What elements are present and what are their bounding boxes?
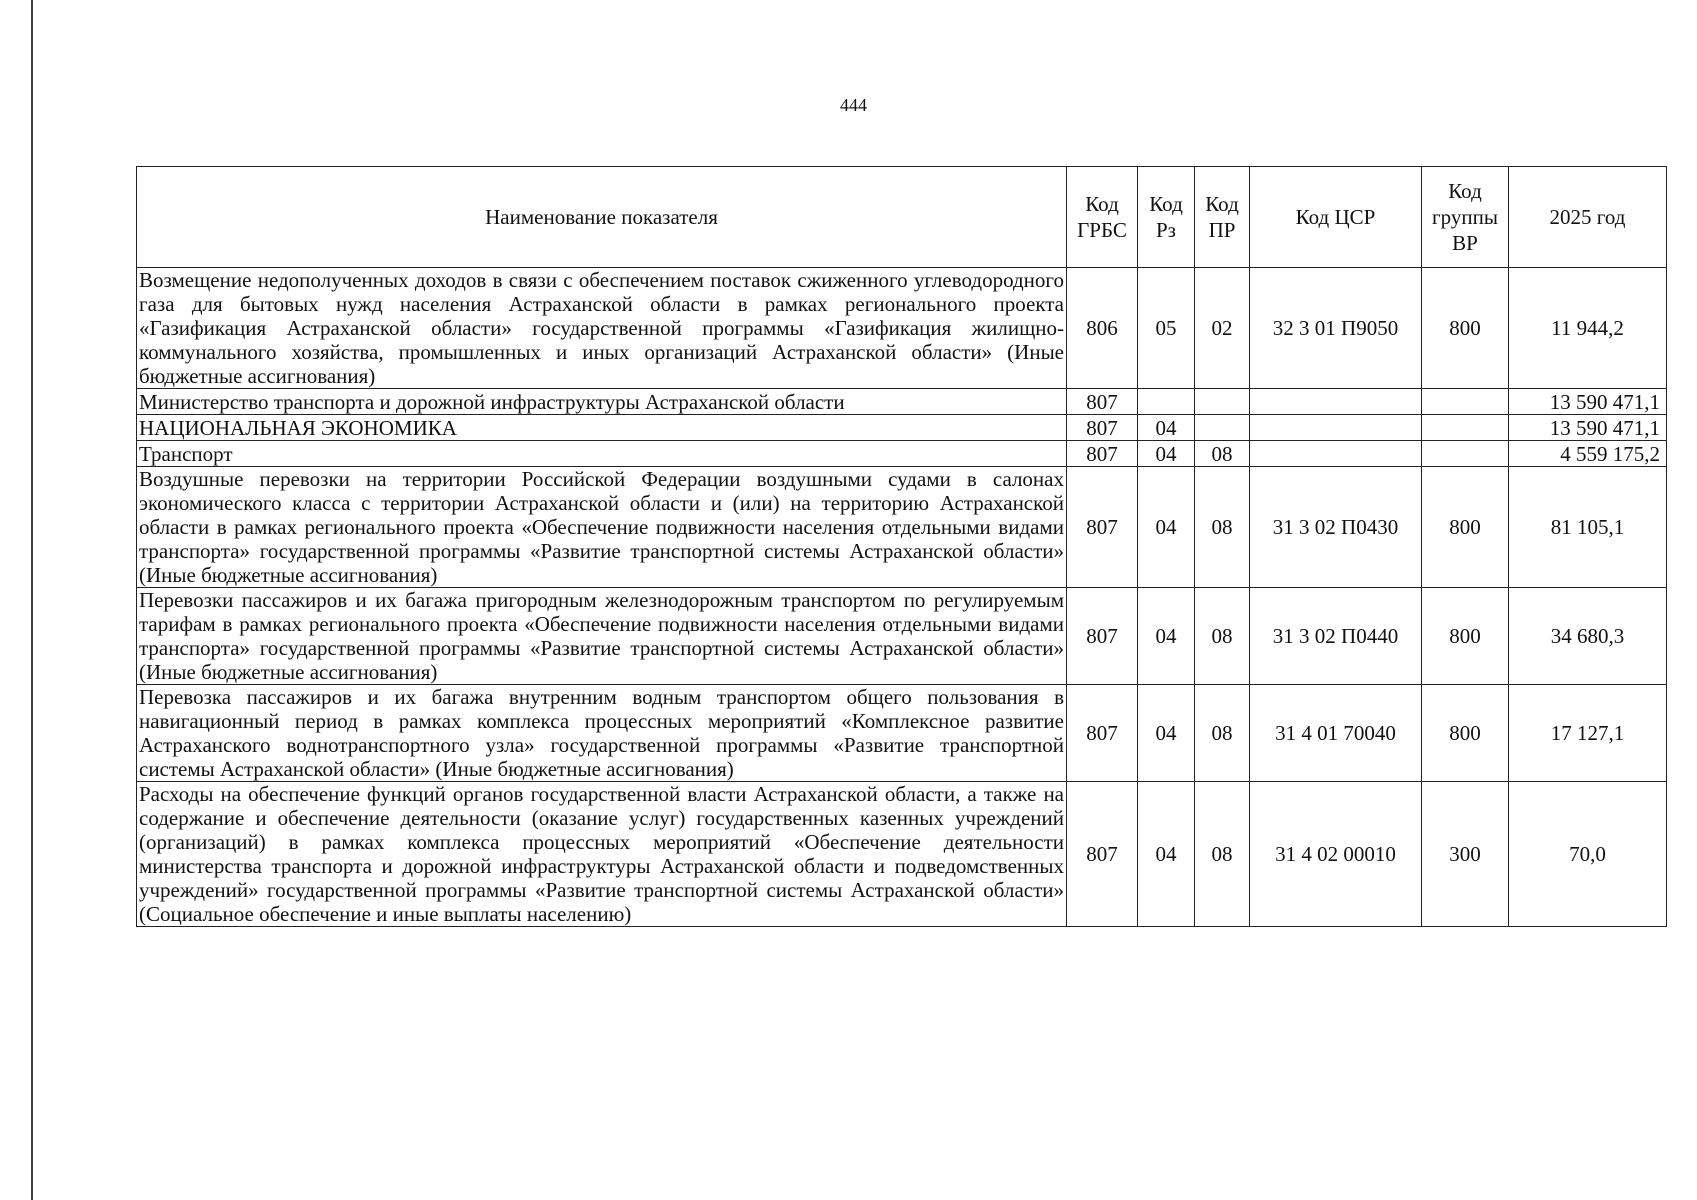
row-rz: 04 xyxy=(1138,588,1195,685)
row-vr xyxy=(1422,441,1509,467)
row-name: Расходы на обеспечение функций органов государственной власти Астраханской области, а также на содержание и обеспечение деятельности (оказание услуг) государственных казенных учреждений (организаций) в рамках комплекса процессных мероприятий «Обеспечение деятельности министерства транспорта и дорожной инфраструктуры Астраханской области и подведомственных учреждений» государственной программы «Развитие транспортной системы Астраханской области» (Социальное обеспечение и иные выплаты населению) xyxy=(137,782,1067,927)
row-grbs: 806 xyxy=(1067,268,1138,389)
row-name: Министерство транспорта и дорожной инфраструктуры Астраханской области xyxy=(137,389,1067,415)
row-csr: 31 3 02 П0440 xyxy=(1250,588,1422,685)
table-row xyxy=(137,782,1667,927)
row-rz: 04 xyxy=(1138,685,1195,782)
row-amount: 81 105,1 xyxy=(1509,467,1667,588)
row-amount: 11 944,2 xyxy=(1509,268,1667,389)
header-csr: Код ЦСР xyxy=(1250,167,1422,268)
row-vr: 800 xyxy=(1422,588,1509,685)
row-name: НАЦИОНАЛЬНАЯ ЭКОНОМИКА xyxy=(137,415,1067,441)
row-pr: 08 xyxy=(1195,685,1250,782)
row-amount: 70,0 xyxy=(1509,782,1667,927)
row-csr: 32 3 01 П9050 xyxy=(1250,268,1422,389)
row-amount: 13 590 471,1 xyxy=(1509,415,1667,441)
row-pr: 08 xyxy=(1195,467,1250,588)
header-grbs: Код ГРБС xyxy=(1067,167,1138,268)
row-vr xyxy=(1422,415,1509,441)
table-header-row xyxy=(137,167,1667,268)
row-pr: 02 xyxy=(1195,268,1250,389)
binding-margin-line xyxy=(31,0,33,1200)
row-csr: 31 4 02 00010 xyxy=(1250,782,1422,927)
row-pr xyxy=(1195,389,1250,415)
header-name: Наименование показателя xyxy=(137,167,1067,268)
row-csr xyxy=(1250,415,1422,441)
row-grbs: 807 xyxy=(1067,588,1138,685)
header-pr: Код ПР xyxy=(1195,167,1250,268)
table-row xyxy=(137,441,1667,467)
table-row xyxy=(137,415,1667,441)
row-rz: 05 xyxy=(1138,268,1195,389)
table-row xyxy=(137,588,1667,685)
row-vr: 800 xyxy=(1422,268,1509,389)
row-vr xyxy=(1422,389,1509,415)
table-row xyxy=(137,467,1667,588)
row-grbs: 807 xyxy=(1067,685,1138,782)
row-csr xyxy=(1250,441,1422,467)
row-name: Транспорт xyxy=(137,441,1067,467)
row-name: Перевозки пассажиров и их багажа пригородным железнодорожным транспортом по регулируемым тарифам в рамках регионального проекта «Обеспечение подвижности населения отдельными видами транспорта» государственной программы «Развитие транспортной системы Астраханской области» (Иные бюджетные ассигнования) xyxy=(137,588,1067,685)
row-amount: 13 590 471,1 xyxy=(1509,389,1667,415)
row-csr xyxy=(1250,389,1422,415)
header-vr: Код группы ВР xyxy=(1422,167,1509,268)
row-name: Воздушные перевозки на территории Российской Федерации воздушными судами в салонах экономического класса с территории Астраханской области и (или) на территорию Астраханской области в рамках регионального проекта «Обеспечение подвижности населения отдельными видами транспорта» государственной программы «Развитие транспортной системы Астраханской области» (Иные бюджетные ассигнования) xyxy=(137,467,1067,588)
row-pr: 08 xyxy=(1195,588,1250,685)
header-rz: Код Рз xyxy=(1138,167,1195,268)
row-grbs: 807 xyxy=(1067,441,1138,467)
row-name: Перевозка пассажиров и их багажа внутренним водным транспортом общего пользования в навигационный период в рамках комплекса процессных мероприятий «Комплексное развитие Астраханского воднотранспортного узла» государственной программы «Развитие транспортной системы Астраханской области» (Иные бюджетные ассигнования) xyxy=(137,685,1067,782)
row-grbs: 807 xyxy=(1067,389,1138,415)
table-row xyxy=(137,685,1667,782)
row-pr: 08 xyxy=(1195,782,1250,927)
row-rz: 04 xyxy=(1138,467,1195,588)
row-csr: 31 4 01 70040 xyxy=(1250,685,1422,782)
row-name: Возмещение недополученных доходов в связи с обеспечением поставок сжиженного углеводородного газа для бытовых нужд населения Астраханской области в рамках регионального проекта «Газификация Астраханской области» государственной программы «Газификация жилищно-коммунального хозяйства, промышленных и иных организаций Астраханской области» (Иные бюджетные ассигнования) xyxy=(137,268,1067,389)
row-grbs: 807 xyxy=(1067,467,1138,588)
budget-table xyxy=(136,166,1667,927)
row-amount: 17 127,1 xyxy=(1509,685,1667,782)
row-grbs: 807 xyxy=(1067,782,1138,927)
page-number: 444 xyxy=(840,95,867,115)
row-vr: 300 xyxy=(1422,782,1509,927)
row-amount: 34 680,3 xyxy=(1509,588,1667,685)
row-amount: 4 559 175,2 xyxy=(1509,441,1667,467)
row-vr: 800 xyxy=(1422,467,1509,588)
row-rz xyxy=(1138,389,1195,415)
table-row xyxy=(137,268,1667,389)
row-pr xyxy=(1195,415,1250,441)
row-csr: 31 3 02 П0430 xyxy=(1250,467,1422,588)
header-year: 2025 год xyxy=(1509,167,1667,268)
row-rz: 04 xyxy=(1138,415,1195,441)
row-rz: 04 xyxy=(1138,441,1195,467)
row-rz: 04 xyxy=(1138,782,1195,927)
row-pr: 08 xyxy=(1195,441,1250,467)
row-grbs: 807 xyxy=(1067,415,1138,441)
table-row xyxy=(137,389,1667,415)
row-vr: 800 xyxy=(1422,685,1509,782)
